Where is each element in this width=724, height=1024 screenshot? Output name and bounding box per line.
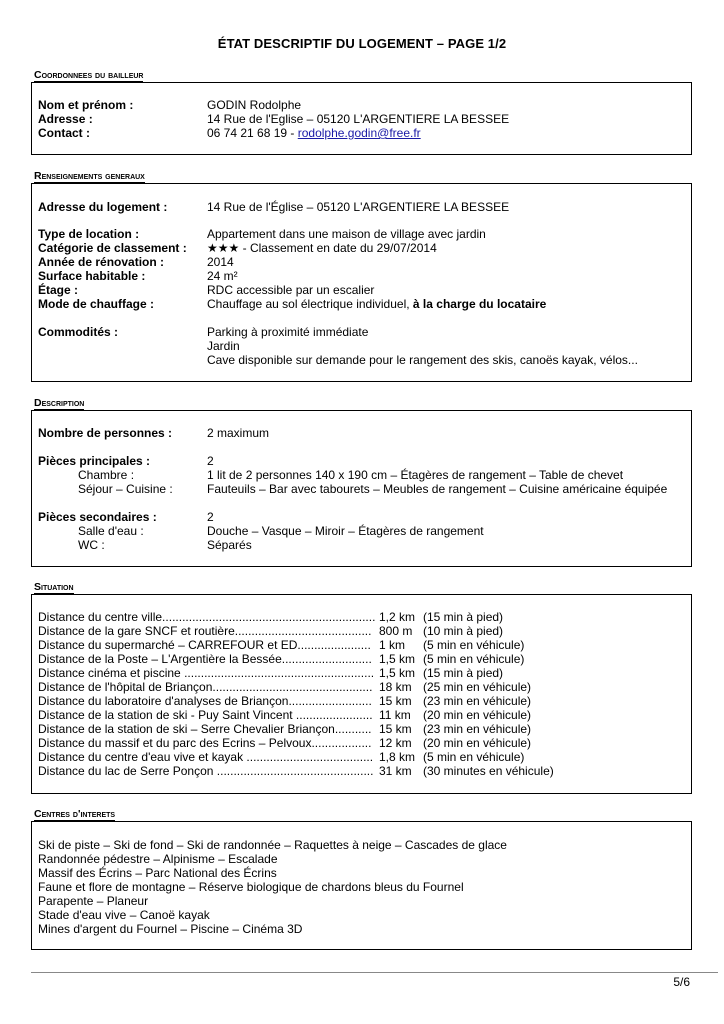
wc-label: WC : [78, 538, 105, 552]
distance-value: 1,2 km [379, 610, 416, 624]
distance-note: (15 min à pied) [423, 610, 504, 624]
distance-label: Distance de la Poste – L'Argentière la Bessée........................... [38, 652, 372, 666]
distance-label: Distance du lac de Serre Ponçon ............................................... [38, 764, 374, 778]
principales-label: Pièces principales : [38, 454, 151, 468]
distance-value: 11 km [379, 708, 411, 722]
chauffage-value [207, 297, 546, 311]
type-location-label: Type de location : [38, 227, 140, 241]
salle-eau-value: Douche – Vasque – Miroir – Étagères de rangement [207, 524, 484, 538]
centres-box [31, 821, 692, 950]
wc-row [38, 538, 685, 552]
interest-item: Mines d'argent du Fournel – Piscine – Cinéma 3D [38, 922, 303, 936]
distance-note: (25 min en véhicule) [423, 680, 532, 694]
secondaires-label: Pièces secondaires : [38, 510, 157, 524]
salle-eau-row [38, 524, 685, 538]
chambre-label: Chambre : [78, 468, 135, 482]
adresse-logement-label: Adresse du logement : [38, 200, 168, 214]
interest-item: Parapente – Planeur [38, 894, 149, 908]
personnes-label: Nombre de personnes : [38, 426, 173, 440]
etage-label: Étage : [38, 283, 79, 297]
commodites-row-1 [38, 325, 685, 339]
type-location-row [38, 227, 685, 241]
categorie-row [38, 241, 685, 255]
commodite-item: Cave disponible sur demande pour le rangement des skis, canoës kayak, vélos... [207, 353, 638, 367]
page-number: 5/6 [673, 975, 690, 989]
bailleur-box [31, 82, 692, 155]
name-label: Nom et prénom : [38, 98, 134, 112]
contact-value [207, 126, 421, 140]
chauffage-label: Mode de chauffage : [38, 297, 155, 311]
surface-value: 24 m² [207, 269, 238, 283]
commodites-row-2 [38, 339, 685, 353]
distance-value: 800 m [379, 624, 413, 638]
sejour-label: Séjour – Cuisine : [78, 482, 173, 496]
etage-value: RDC accessible par un escalier [207, 283, 375, 297]
secondaires-value: 2 [207, 510, 214, 524]
contact-label: Contact : [38, 126, 90, 140]
etage-row [38, 283, 685, 297]
contact-email-link[interactable]: rodolphe.godin@free.fr [297, 126, 421, 140]
interest-item: Faune et flore de montagne – Réserve biologique de chardons bleus du Fournel [38, 880, 464, 894]
distance-value: 1,8 km [379, 750, 416, 764]
interest-item: Ski de piste – Ski de fond – Ski de randonnée – Raquettes à neige – Cascades de glace [38, 838, 507, 852]
distance-label: Distance cinéma et piscine ......................................................... [38, 666, 375, 680]
address-value: 14 Rue de l'Eglise – 05120 L'ARGENTIERE LA BESSEE [207, 112, 510, 126]
principales-value: 2 [207, 454, 214, 468]
section-heading-situation: Situation [34, 581, 74, 593]
chauffage-text: Chauffage au sol électrique individuel, [207, 297, 413, 311]
interest-item: Massif des Écrins – Parc National des Écrins [38, 866, 277, 880]
distance-value: 1,5 km [379, 666, 416, 680]
surface-label: Surface habitable : [38, 269, 146, 283]
distance-value: 31 km [379, 764, 412, 778]
categorie-label: Catégorie de classement : [38, 241, 187, 255]
distance-label: Distance du centre ville................................................................ [38, 610, 376, 624]
adresse-logement-value: 14 Rue de l'Église – 05120 L'ARGENTIERE LA BESSEE [207, 200, 510, 214]
personnes-value: 2 maximum [207, 426, 270, 440]
commodites-label: Commodités : [38, 325, 119, 339]
distance-value: 15 km [379, 722, 412, 736]
principales-row [38, 454, 685, 468]
section-heading-centres: Centres d'interets [34, 808, 116, 820]
distance-label: Distance du laboratoire d'analyses de Briançon......................... [38, 694, 372, 708]
generaux-box [31, 183, 692, 382]
renovation-label: Année de rénovation : [38, 255, 165, 269]
distance-note: (23 min en véhicule) [423, 694, 532, 708]
sejour-row [38, 482, 685, 496]
secondaires-row [38, 510, 685, 524]
interest-item: Stade d'eau vive – Canoë kayak [38, 908, 210, 922]
renovation-value: 2014 [207, 255, 234, 269]
distance-label: Distance du massif et du parc des Ecrins – Pelvoux.................. [38, 736, 372, 750]
renovation-row [38, 255, 685, 269]
chauffage-bold-text: à la charge du locataire [412, 297, 547, 311]
chambre-row [38, 468, 685, 482]
commodite-item: Parking à proximité immédiate [207, 325, 369, 339]
section-heading-bailleur: Coordonnees du bailleur [34, 69, 144, 81]
distance-label: Distance de la station de ski - Puy Saint Vincent ....................... [38, 708, 373, 722]
distance-note: (5 min en véhicule) [423, 750, 525, 764]
distance-value: 1,5 km [379, 652, 416, 666]
document-title: ÉTAT DESCRIPTIF DU LOGEMENT – PAGE 1/2 [217, 36, 507, 51]
distance-value: 1 km [379, 638, 406, 652]
type-location-value: Appartement dans une maison de village avec jardin [207, 227, 486, 241]
distance-note: (20 min en véhicule) [423, 736, 532, 750]
section-heading-description: Description [34, 397, 85, 409]
surface-row [38, 269, 685, 283]
situation-box [31, 594, 692, 794]
distance-note: (20 min en véhicule) [423, 708, 532, 722]
personnes-row [38, 426, 685, 440]
section-heading-generaux: Renseignements generaux [34, 170, 145, 182]
contact-phone: 06 74 21 68 19 - [207, 126, 298, 140]
distance-note: (5 min en véhicule) [423, 652, 525, 666]
distance-label: Distance du supermarché – CARREFOUR et ED...................... [38, 638, 371, 652]
distance-note: (5 min en véhicule) [423, 638, 525, 652]
interest-item: Randonnée pédestre – Alpinisme – Escalade [38, 852, 278, 866]
distance-label: Distance de la gare SNCF et routière......................................... [38, 624, 372, 638]
categorie-value: ★★★ - Classement en date du 29/07/2014 [207, 241, 437, 255]
commodite-item: Jardin [207, 339, 240, 353]
distance-label: Distance du centre d'eau vive et kayak ...................................... [38, 750, 374, 764]
chauffage-row [38, 297, 685, 311]
distance-label: Distance de l'hôpital de Briançon................................................ [38, 680, 373, 694]
bailleur-contact-row [38, 126, 685, 140]
name-value: GODIN Rodolphe [207, 98, 302, 112]
distance-note: (23 min en véhicule) [423, 722, 532, 736]
distance-label: Distance de la station de ski – Serre Chevalier Briançon........... [38, 722, 372, 736]
address-label: Adresse : [38, 112, 93, 126]
distance-note: (10 min à pied) [423, 624, 504, 638]
wc-value: Séparés [207, 538, 252, 552]
bailleur-name-row [38, 98, 685, 112]
footer-divider [31, 972, 718, 973]
distance-value: 18 km [379, 680, 412, 694]
sejour-value: Fauteuils – Bar avec tabourets – Meubles de rangement – Cuisine américaine équipée [207, 482, 668, 496]
bailleur-address-row [38, 112, 685, 126]
description-box [31, 410, 692, 567]
adresse-logement-row [38, 200, 685, 214]
distance-note: (15 min à pied) [423, 666, 504, 680]
distance-note: (30 minutes en véhicule) [423, 764, 554, 778]
distance-value: 12 km [379, 736, 412, 750]
chambre-value: 1 lit de 2 personnes 140 x 190 cm – Étagères de rangement – Table de chevet [207, 468, 624, 482]
commodites-row-3 [38, 353, 685, 367]
distance-value: 15 km [379, 694, 412, 708]
salle-eau-label: Salle d'eau : [78, 524, 144, 538]
